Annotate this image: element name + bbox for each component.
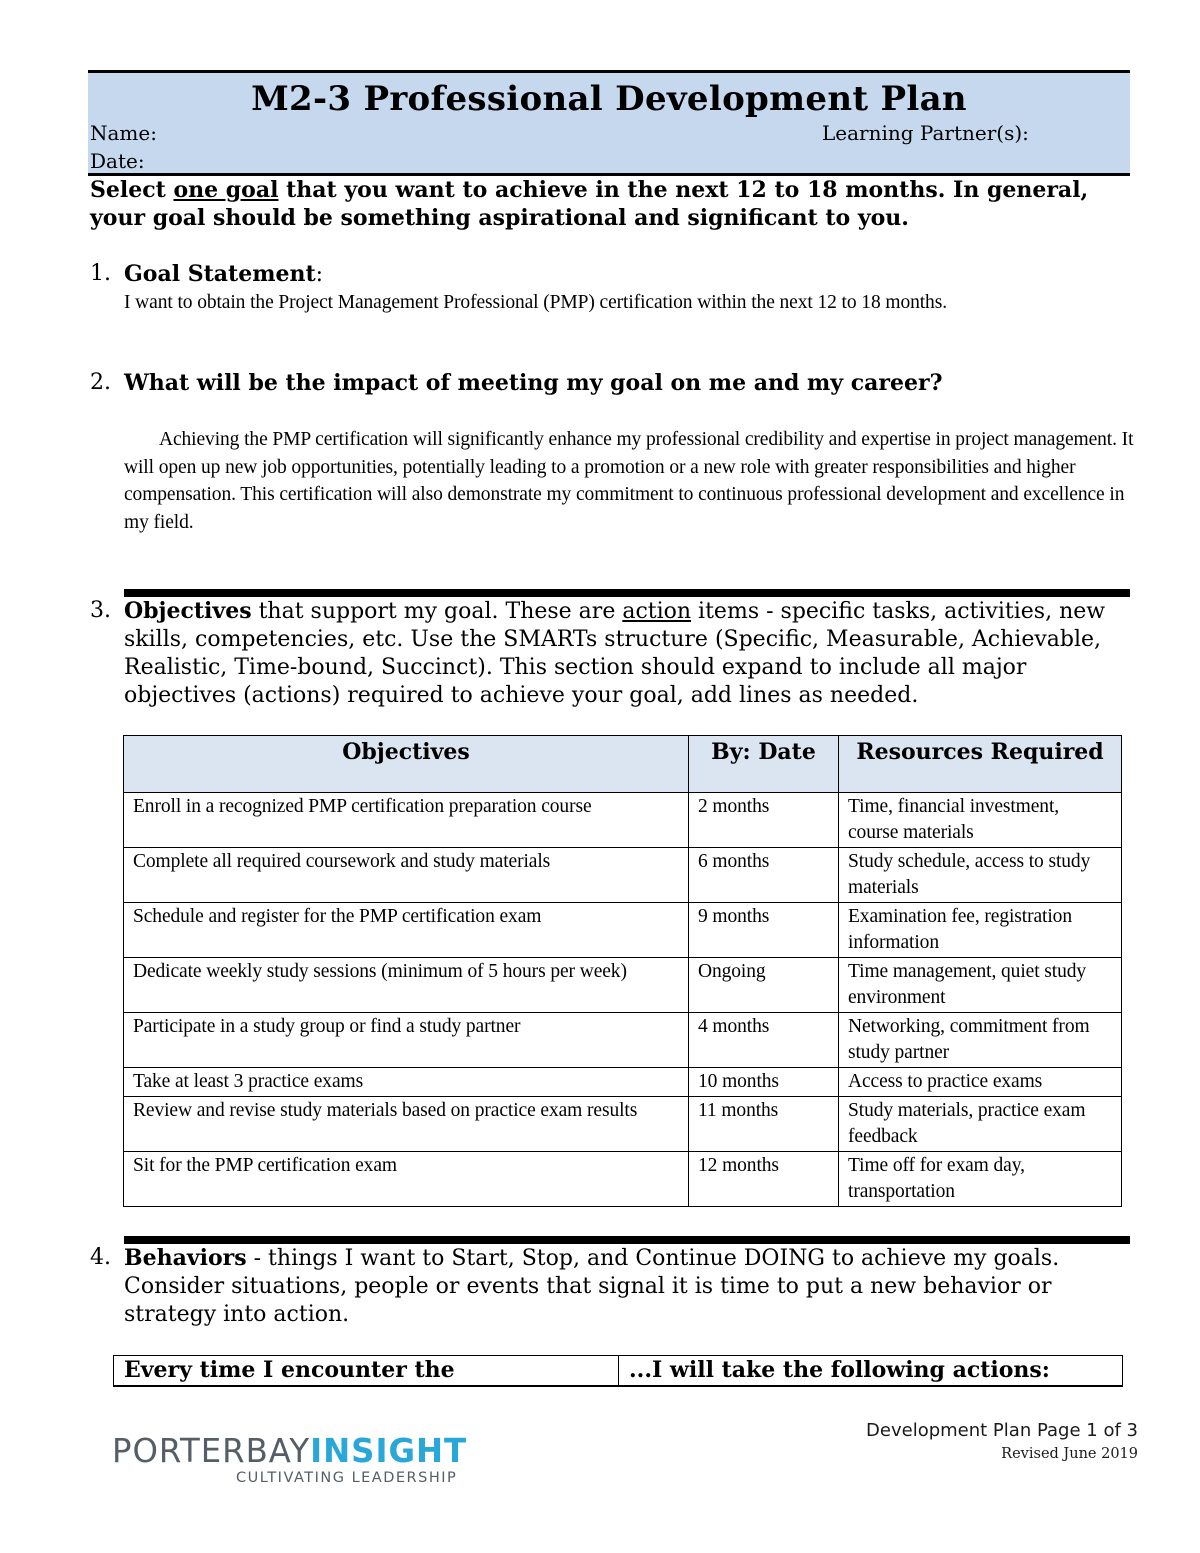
- behaviors-instructions: [124, 1244, 1134, 1329]
- resources-cell: Networking, commitment from study partner: [839, 1013, 1122, 1068]
- date-cell: Ongoing: [689, 958, 839, 1013]
- goal-statement-text: I want to obtain the Project Management Professional (PMP) certification within the next 12 to 18 months.: [124, 292, 947, 313]
- learning-partner-label: Learning Partner(s):: [822, 121, 1029, 145]
- header-actions: ...I will take the following actions:: [619, 1356, 1123, 1386]
- objectives-text-2: items - specific tasks, activities, new skills, competencies, etc. Use the SMARTs structure (Specific, Measurable, Achievable, Realistic, Time-bound, Succinct). This section should expand to include all major objectives (actions) required to achieve your goal, add lines as needed.: [124, 599, 1106, 708]
- section-divider: [124, 589, 1130, 597]
- table-row: [124, 1068, 1122, 1097]
- page-current: 1: [1086, 1420, 1098, 1441]
- date-cell: 9 months: [689, 903, 839, 958]
- table-row: [124, 793, 1122, 848]
- resources-cell: Study materials, practice exam feedback: [839, 1097, 1122, 1152]
- resources-cell: Study schedule, access to study materials: [839, 848, 1122, 903]
- section-1-heading: [124, 260, 323, 289]
- logo-part-porterbay: PORTERBAY: [112, 1431, 311, 1470]
- objective-cell: Review and revise study materials based on practice exam results: [124, 1097, 689, 1152]
- header-by-date: By: Date: [689, 736, 839, 793]
- header-objectives: Objectives: [124, 736, 689, 793]
- table-row: [124, 958, 1122, 1013]
- resources-cell: Time, financial investment, course materials: [839, 793, 1122, 848]
- objective-cell: Enroll in a recognized PMP certification preparation course: [124, 793, 689, 848]
- date-label: Date:: [90, 149, 145, 173]
- resources-cell: Access to practice exams: [839, 1068, 1122, 1097]
- section-3-number: 3.: [90, 598, 111, 623]
- logo-part-insight: INSIGHT: [310, 1431, 468, 1470]
- logo-tagline: CULTIVATING LEADERSHIP: [236, 1470, 458, 1486]
- objective-cell: Participate in a study group or find a study partner: [124, 1013, 689, 1068]
- objectives-label: Objectives: [124, 598, 252, 624]
- table-row: [124, 1097, 1122, 1152]
- section-2-number: 2.: [90, 370, 111, 395]
- table-row: [124, 903, 1122, 958]
- objectives-text-1: that support my goal. These are: [251, 599, 623, 624]
- resources-cell: Time management, quiet study environment: [839, 958, 1122, 1013]
- objective-cell: Schedule and register for the PMP certification exam: [124, 903, 689, 958]
- intro-part2: that you want to achieve in the next 12 to 18 months. In general, your goal should be something aspirational and significant to you.: [90, 177, 1089, 231]
- resources-cell: Examination fee, registration information: [839, 903, 1122, 958]
- section-4-number: 4.: [90, 1245, 111, 1270]
- header-every-time: Every time I encounter the: [114, 1356, 619, 1386]
- date-cell: 6 months: [689, 848, 839, 903]
- header-resources: Resources Required: [839, 736, 1122, 793]
- intro-underlined: one goal: [173, 177, 279, 203]
- date-cell: 4 months: [689, 1013, 839, 1068]
- page-number: [866, 1420, 1138, 1441]
- date-cell: 10 months: [689, 1068, 839, 1097]
- date-cell: 12 months: [689, 1152, 839, 1207]
- page-label: Development Plan Page: [866, 1420, 1081, 1441]
- table-row: [124, 1013, 1122, 1068]
- table-header-row: [124, 736, 1122, 793]
- logo-wordmark: [112, 1432, 467, 1470]
- objective-cell: Take at least 3 practice exams: [124, 1068, 689, 1097]
- behaviors-label: Behaviors: [124, 1245, 247, 1271]
- page-title: M2-3 Professional Development Plan: [251, 79, 967, 119]
- intro-instructions: [90, 176, 1130, 232]
- objective-cell: Sit for the PMP certification exam: [124, 1152, 689, 1207]
- section-2-heading: What will be the impact of meeting my goal on me and my career?: [124, 370, 943, 396]
- page-total: 3: [1126, 1420, 1138, 1441]
- goal-statement-colon: :: [315, 262, 324, 287]
- objectives-table: [123, 735, 1122, 1207]
- name-label: Name:: [90, 121, 157, 145]
- objective-cell: Dedicate weekly study sessions (minimum of 5 hours per week): [124, 958, 689, 1013]
- intro-part1: Select: [90, 177, 174, 203]
- table-row: [124, 1152, 1122, 1207]
- behaviors-text: - things I want to Start, Stop, and Continue DOING to achieve my goals. Consider situations, people or events that signal it is time to put a new behavior or strategy into action.: [124, 1246, 1060, 1327]
- date-cell: 2 months: [689, 793, 839, 848]
- section-divider: [124, 1236, 1130, 1244]
- behaviors-table: [113, 1355, 1123, 1387]
- title-banner: [88, 70, 1130, 176]
- section-1-number: 1.: [90, 261, 111, 286]
- behaviors-header-row: [114, 1356, 1123, 1386]
- porterbay-insight-logo: [112, 1431, 474, 1486]
- revised-date: Revised June 2019: [1001, 1446, 1138, 1462]
- date-cell: 11 months: [689, 1097, 839, 1152]
- impact-text: Achieving the PMP certification will significantly enhance my professional credibility and expertise in project management. It will open up new job opportunities, potentially leading to a promotion or a new role with greater responsibilities and higher compensation. This certification will also demonstrate my commitment to continuous professional development and excellence in my field.: [124, 429, 1134, 533]
- resources-cell: Time off for exam day, transportation: [839, 1152, 1122, 1207]
- objective-cell: Complete all required coursework and study materials: [124, 848, 689, 903]
- objectives-underlined: action: [622, 599, 692, 624]
- goal-statement-label: Goal Statement: [124, 261, 316, 287]
- page-of: of: [1103, 1420, 1121, 1441]
- table-row: [124, 848, 1122, 903]
- objectives-instructions: [124, 597, 1134, 710]
